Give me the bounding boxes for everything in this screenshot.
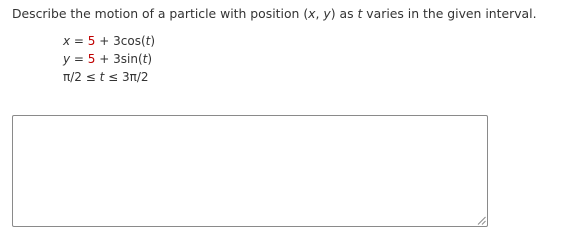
parametric-equations bbox=[63, 32, 155, 86]
interval-le-1: ≤ bbox=[81, 70, 100, 84]
question-text bbox=[12, 6, 537, 22]
x-equation bbox=[63, 32, 155, 50]
question-t-variable: t bbox=[357, 6, 363, 21]
x-equation-close: ) bbox=[150, 34, 156, 48]
y-equation-function: sin( bbox=[120, 52, 143, 66]
interval-lower-bound: π/2 bbox=[63, 70, 82, 84]
interval-le-2: ≤ bbox=[104, 70, 122, 84]
y-equation-equals: = bbox=[70, 52, 88, 66]
t-interval bbox=[63, 68, 155, 86]
y-equation-constant: 5 bbox=[87, 52, 96, 66]
question-prefix: Describe the motion of a particle with position ( bbox=[12, 6, 309, 21]
y-equation-plus: + bbox=[95, 52, 114, 66]
question-comma: , bbox=[315, 6, 324, 21]
answer-textarea[interactable] bbox=[12, 115, 488, 227]
resize-grip-icon[interactable] bbox=[477, 216, 486, 225]
x-equation-variable: x bbox=[63, 34, 71, 48]
interval-variable: t bbox=[99, 70, 105, 84]
x-equation-equals: = bbox=[70, 34, 88, 48]
x-equation-constant: 5 bbox=[87, 34, 96, 48]
question-suffix: varies in the given interval. bbox=[362, 6, 537, 21]
question-y-variable: y bbox=[323, 6, 331, 21]
question-x-variable: x bbox=[308, 6, 316, 21]
x-equation-plus: + bbox=[95, 34, 114, 48]
question-middle: ) as bbox=[330, 6, 358, 21]
y-equation-close: ) bbox=[147, 52, 153, 66]
x-equation-function: cos( bbox=[120, 34, 146, 48]
y-equation-argument: t bbox=[142, 52, 148, 66]
x-equation-argument: t bbox=[145, 34, 151, 48]
y-equation-coefficient: 3 bbox=[113, 52, 121, 66]
y-equation-variable: y bbox=[63, 52, 71, 66]
x-equation-coefficient: 3 bbox=[113, 34, 121, 48]
y-equation bbox=[63, 50, 155, 68]
interval-upper-bound: 3π/2 bbox=[122, 70, 149, 84]
